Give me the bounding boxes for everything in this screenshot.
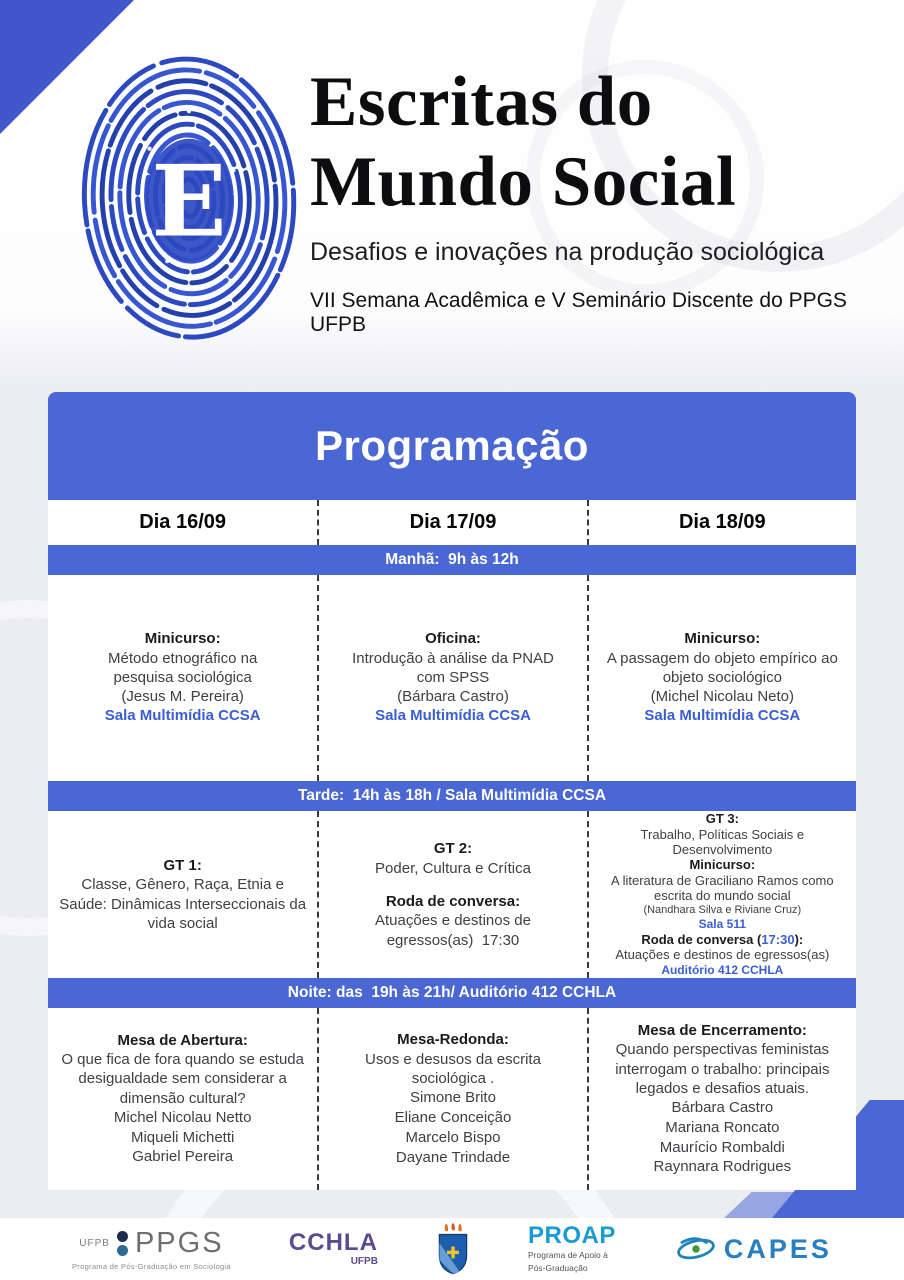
speaker-name: Eliane Conceição	[394, 1109, 512, 1127]
afternoon-session-banner: Tarde: 14h às 18h / Sala Multimídia CCSA	[48, 781, 856, 811]
page-title-line2: Mundo Social	[310, 143, 737, 221]
cell-room: Sala Multimídia CCSA	[375, 707, 531, 725]
ufpb-crest-icon	[436, 1222, 470, 1276]
morning-cell-day1	[48, 575, 317, 781]
ppgs-dots-icon	[117, 1231, 128, 1256]
cell-subtitle: Minicurso:	[689, 857, 756, 873]
cell-subtitle-roda	[641, 932, 803, 948]
speaker-name: Dayane Trindade	[395, 1148, 511, 1166]
cell-title: Oficina:	[425, 630, 481, 648]
cell-title: GT 1:	[163, 856, 202, 874]
cell-body: A literatura de Graciliano Ramos como escrita do mundo social	[611, 873, 834, 904]
cell-title: Mesa-Redonda:	[397, 1031, 509, 1049]
capes-globe-icon	[674, 1234, 718, 1264]
cell-body: Método etnográfico na pesquisa sociológica	[108, 649, 258, 687]
afternoon-cell-gt3	[587, 811, 856, 978]
afternoon-cell-gt2	[317, 811, 586, 978]
cell-speaker: (Michel Nicolau Neto)	[650, 688, 795, 706]
cell-body: O que fica de fora quando se estuda desigualdade sem considerar a dimensão cultural?	[61, 1051, 304, 1107]
subtitle: Desafios e inovações na produção sociológica	[310, 238, 825, 266]
speaker-name: Simone Brito	[410, 1089, 496, 1107]
program-table	[48, 392, 856, 1190]
day-header-17-09: Dia 17/09	[317, 500, 586, 545]
morning-session-banner: Manhã: 9h às 12h	[48, 545, 856, 575]
afternoon-cell-gt1	[48, 811, 317, 978]
day-header-row	[48, 500, 856, 545]
ppgs-logo	[72, 1227, 231, 1271]
proap-logo	[528, 1224, 616, 1273]
morning-cell-day2	[317, 575, 586, 781]
capes-name-text: CAPES	[723, 1233, 832, 1264]
event-edition-line: VII Semana Acadêmica e V Seminário Discente do PPGS UFPB	[310, 289, 847, 336]
cell-body: Usos e desusos da escrita sociológica .	[365, 1050, 541, 1088]
evening-cell-day3	[587, 1008, 856, 1190]
cell-speaker: (Jesus M. Pereira)	[121, 688, 244, 706]
cell-title: Mesa de Abertura:	[117, 1031, 248, 1049]
speaker-name: Mariana Roncato	[665, 1118, 780, 1136]
roda-label-suffix: ):	[794, 931, 804, 947]
proap-caption-line1: Programa de Apoio à	[528, 1250, 608, 1261]
sponsors-footer	[0, 1218, 904, 1280]
cell-body: Introdução à análise da PNAD com SPSS	[352, 649, 554, 687]
cell-body: Poder, Cultura e Crítica	[375, 859, 531, 877]
cell-title: GT 2:	[433, 840, 473, 858]
speaker-name: Michel Nicolau Netto	[113, 1108, 252, 1126]
cell-title: Minicurso:	[144, 630, 221, 648]
program-title: Programação	[315, 422, 589, 469]
day-header-18-09: Dia 18/09	[587, 500, 856, 545]
cell-body: Quando perspectivas feministas interrogam o trabalho: principais legados e desafios atuais.	[615, 1041, 830, 1097]
morning-cell-day3	[587, 575, 856, 781]
ppgs-ufpb-text: UFPB	[79, 1238, 110, 1249]
cell-room: Auditório 412 CCHLA	[661, 962, 784, 977]
evening-session-banner: Noite: das 19h às 21h/ Auditório 412 CCHLA	[48, 978, 856, 1008]
cell-title: Mesa de Encerramento:	[637, 1021, 807, 1039]
afternoon-row	[48, 811, 856, 978]
proap-name-text: PROAP	[528, 1222, 616, 1250]
cell-subtitle: Roda de conversa:	[385, 892, 521, 910]
ppgs-caption: Programa de Pós-Graduação em Sociologia	[72, 1262, 231, 1271]
cchla-ufpb-text: UFPB	[350, 1256, 378, 1267]
speaker-name: Marcelo Bispo	[405, 1128, 501, 1146]
cell-speaker: (Bárbara Castro)	[397, 688, 509, 706]
morning-row	[48, 575, 856, 781]
speaker-name: Maurício Rombaldi	[659, 1138, 785, 1156]
ppgs-name-text: PPGS	[134, 1227, 224, 1259]
evening-cell-day2	[317, 1008, 586, 1190]
cchla-name-text: CCHLA	[288, 1229, 378, 1256]
cell-body: Classe, Gênero, Raça, Etnia e Saúde: Dinâmicas Interseccionais da vida social	[59, 876, 307, 932]
roda-label: Roda de conversa (	[641, 931, 762, 947]
capes-logo	[674, 1234, 832, 1265]
proap-caption-line2: Pós-Graduação	[528, 1263, 588, 1273]
roda-time: 17:30	[761, 931, 795, 947]
speaker-name: Bárbara Castro	[671, 1098, 774, 1116]
cell-room: Sala Multimídia CCSA	[104, 707, 261, 725]
cell-speaker: (Nandhara Silva e Riviane Cruz)	[643, 903, 802, 916]
day-header-16-09: Dia 16/09	[139, 511, 227, 533]
cchla-logo	[289, 1231, 378, 1267]
evening-cell-day1	[48, 1008, 317, 1190]
cell-body: Trabalho, Políticas Sociais e Desenvolvimento	[640, 826, 805, 858]
title-block	[310, 62, 870, 337]
speaker-name: Miqueli Michetti	[130, 1128, 235, 1146]
cell-room: Sala Multimídia CCSA	[644, 707, 801, 725]
speaker-name: Gabriel Pereira	[132, 1148, 234, 1166]
evening-row	[48, 1008, 856, 1190]
cell-body: Atuações e destinos de egressos(as)	[615, 947, 830, 963]
speaker-name: Raynnara Rodrigues	[653, 1158, 792, 1176]
cell-body: A passagem do objeto empírico ao objeto sociológico	[606, 649, 838, 687]
logo-letter: E	[151, 143, 227, 260]
fingerprint-logo-icon	[70, 50, 312, 346]
cell-title: Minicurso:	[684, 630, 761, 648]
cell-title: GT 3:	[705, 811, 739, 827]
program-title-banner	[48, 392, 856, 500]
cell-room: Sala 511	[698, 916, 747, 931]
page-title-line1: Escritas do	[310, 63, 653, 141]
cell-body: Atuações e destinos de egressos(as) 17:30	[375, 912, 536, 949]
